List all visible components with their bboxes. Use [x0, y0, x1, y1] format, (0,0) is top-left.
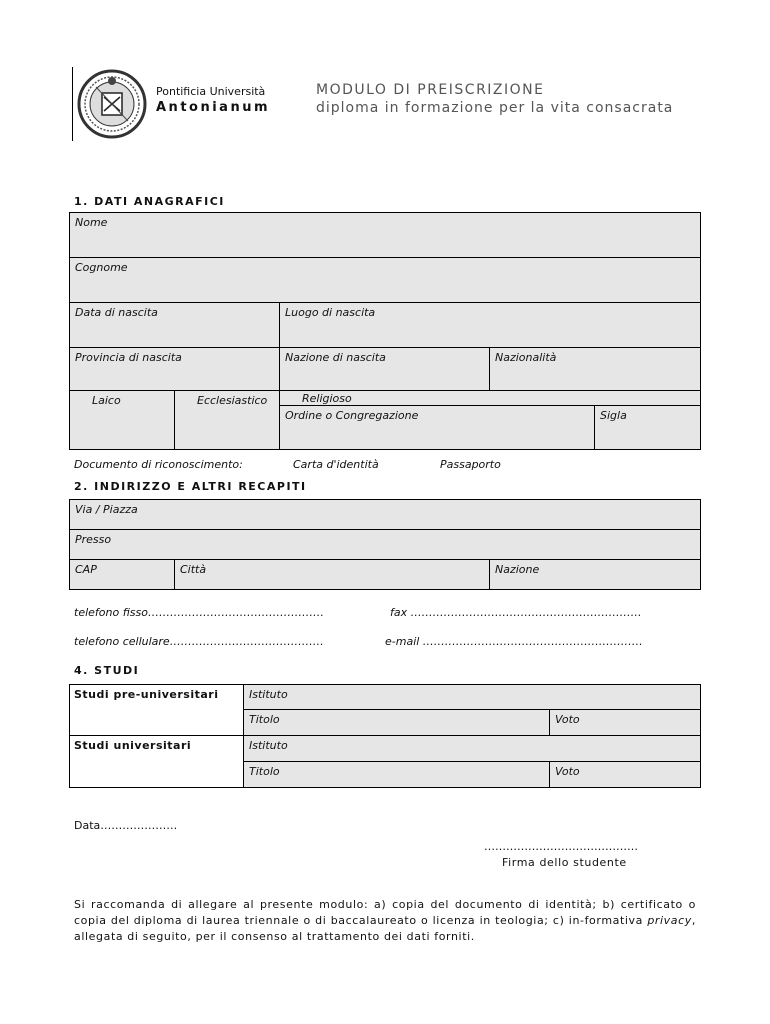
- uni-titolo-field[interactable]: [243, 761, 550, 788]
- carta-identita-option[interactable]: Carta d'identità: [293, 458, 379, 471]
- provincia-nascita-label: Provincia di nascita: [75, 351, 182, 364]
- presso-label: Presso: [75, 533, 112, 546]
- pre-istituto-label: Istituto: [249, 688, 288, 701]
- provincia-nascita-field[interactable]: [69, 347, 280, 391]
- uni-istituto-field[interactable]: [243, 735, 701, 762]
- religioso-option[interactable]: [279, 390, 701, 406]
- telefono-fisso-field[interactable]: telefono fisso…………………………………………: [74, 606, 325, 619]
- note-text-1: Si raccomanda di allegare al presente modulo: a) copia del documento di identità; b) certificato o copia del diploma di laurea triennale o di baccalaureato o licenza in teologia; c) in-formativa: [74, 898, 696, 927]
- uni-istituto-label: Istituto: [249, 739, 288, 752]
- cap-label: CAP: [75, 563, 97, 576]
- nazione-label: Nazione: [495, 563, 540, 576]
- pre-istituto-field[interactable]: [243, 684, 701, 710]
- universitari-label: Studi universitari: [74, 739, 192, 752]
- passaporto-option[interactable]: Passaporto: [440, 458, 501, 471]
- note-privacy: privacy: [647, 914, 692, 927]
- email-field[interactable]: e-mail ……………………………………………………: [385, 635, 643, 648]
- presso-field[interactable]: [69, 529, 701, 560]
- pre-titolo-label: Titolo: [249, 713, 280, 726]
- form-subtitle: diploma in formazione per la vita consacrata: [316, 100, 674, 116]
- section4-title: 4. STUDI: [74, 664, 140, 677]
- laico-label: Laico: [92, 394, 121, 407]
- data-field[interactable]: Data…………………: [74, 819, 178, 832]
- firma-label: Firma dello studente: [502, 856, 627, 869]
- nome-label: Nome: [75, 216, 108, 229]
- laico-option[interactable]: [69, 390, 175, 450]
- firma-line[interactable]: ……………………………………: [484, 840, 638, 853]
- documento-label: Documento di riconoscimento:: [74, 458, 243, 471]
- section1-title: 1. DATI ANAGRAFICI: [74, 195, 225, 208]
- cap-field[interactable]: [69, 559, 175, 590]
- ordine-field[interactable]: [279, 405, 595, 450]
- university-name: Antonianum: [156, 100, 271, 115]
- cognome-field[interactable]: [69, 257, 701, 303]
- uni-voto-label: Voto: [555, 765, 580, 778]
- ordine-label: Ordine o Congregazione: [285, 409, 419, 422]
- via-label: Via / Piazza: [75, 503, 138, 516]
- pre-universitari-row: [69, 684, 244, 736]
- nazione-field[interactable]: [489, 559, 701, 590]
- cognome-label: Cognome: [75, 261, 128, 274]
- data-nascita-field[interactable]: [69, 302, 280, 348]
- data-nascita-label: Data di nascita: [75, 306, 158, 319]
- allegati-note: [74, 897, 696, 945]
- via-field[interactable]: [69, 499, 701, 530]
- telefono-cellulare-field[interactable]: telefono cellulare……………………………………: [74, 635, 324, 648]
- uni-titolo-label: Titolo: [249, 765, 280, 778]
- nazione-nascita-label: Nazione di nascita: [285, 351, 386, 364]
- citta-field[interactable]: [174, 559, 490, 590]
- uni-voto-field[interactable]: [549, 761, 701, 788]
- nazionalita-field[interactable]: [489, 347, 701, 391]
- nazione-nascita-field[interactable]: [279, 347, 490, 391]
- university-seal-icon: [72, 67, 150, 141]
- pre-titolo-field[interactable]: [243, 709, 550, 736]
- nome-field[interactable]: [69, 212, 701, 258]
- luogo-nascita-label: Luogo di nascita: [285, 306, 376, 319]
- religioso-label: Religioso: [302, 392, 352, 405]
- pre-voto-label: Voto: [555, 713, 580, 726]
- ecclesiastico-label: Ecclesiastico: [197, 394, 268, 407]
- citta-label: Città: [180, 563, 207, 576]
- sigla-field[interactable]: [594, 405, 701, 450]
- note-text-2: , allegata di seguito, per il consenso al trattamento dei dati forniti.: [74, 914, 696, 943]
- nazionalita-label: Nazionalità: [495, 351, 557, 364]
- universitari-row: [69, 735, 244, 788]
- luogo-nascita-field[interactable]: [279, 302, 701, 348]
- pre-voto-field[interactable]: [549, 709, 701, 736]
- fax-field[interactable]: fax ………………………………………………………: [390, 606, 642, 619]
- university-line: Pontificia Università: [156, 85, 266, 98]
- sigla-label: Sigla: [600, 409, 627, 422]
- ecclesiastico-option[interactable]: [174, 390, 280, 450]
- section2-title: 2. INDIRIZZO E ALTRI RECAPITI: [74, 480, 307, 493]
- form-title: MODULO DI PREISCRIZIONE: [316, 82, 545, 98]
- pre-universitari-label: Studi pre-universitari: [74, 688, 219, 701]
